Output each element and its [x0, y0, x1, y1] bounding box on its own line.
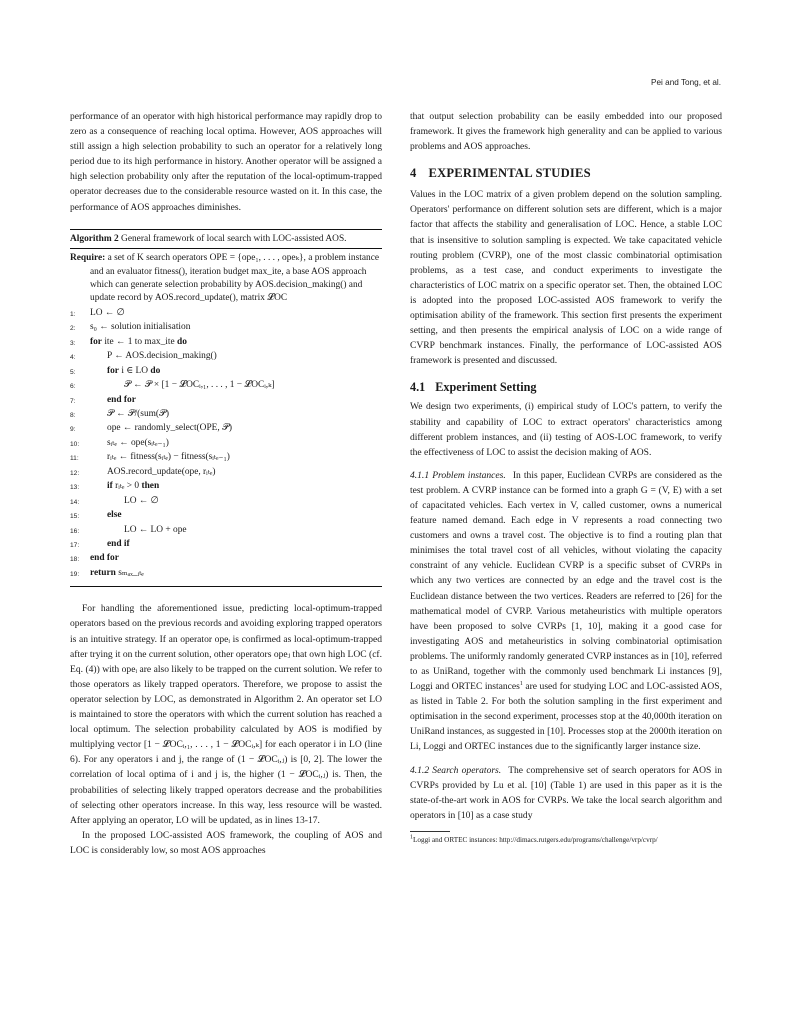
- algorithm-line: [70, 466, 382, 480]
- keyword: return: [90, 567, 116, 578]
- line-number: 6:: [70, 383, 76, 391]
- line-code: [90, 336, 382, 350]
- algorithm-line: [70, 451, 382, 465]
- algorithm-label: Algorithm 2: [70, 233, 119, 244]
- paragraph-coupling: In the proposed LOC-assisted AOS framework, the coupling of AOS and LOC is considerably low, so most AOS approaches: [70, 829, 382, 856]
- algorithm-line: [70, 350, 382, 364]
- line-number: 9:: [70, 426, 76, 434]
- statement: i ∈ LO: [118, 365, 151, 376]
- statement: LO ← ∅: [90, 307, 125, 318]
- algorithm-line: [70, 307, 382, 321]
- algorithm-line: [70, 552, 382, 566]
- search-operators-text: The comprehensive set of search operators for AOS in CVRPs provided by Lu et al. [10] (Table 1) are used in this paper as it is the state-of-the-art work in AOS for CVRPs. We take the local search algorithm and operators in [10] as a case study: [410, 764, 722, 821]
- line-code: [90, 480, 382, 494]
- line-number: 1:: [70, 310, 76, 318]
- algorithm-line: [70, 509, 382, 523]
- line-code: [90, 350, 382, 364]
- algorithm-lines: [70, 307, 382, 582]
- keyword: else: [107, 510, 122, 521]
- line-number: 11:: [70, 455, 79, 463]
- keyword: for: [90, 336, 102, 347]
- section-heading: [410, 166, 722, 181]
- statement: LO ← ∅: [124, 495, 159, 506]
- line-code: [90, 552, 382, 566]
- statement: 𝒫 ← 𝒫 × [1 − 𝓛OCᵢ,₁, . . . , 1 − 𝓛OCᵢ,ₖ]: [124, 380, 275, 391]
- line-number: 3:: [70, 339, 76, 347]
- line-code: [90, 408, 382, 422]
- line-number: 8:: [70, 411, 76, 419]
- line-code: [90, 451, 382, 465]
- line-code: [90, 509, 382, 523]
- keyword: do: [150, 365, 161, 376]
- paragraph-framework: that output selection probability can be easily embedded into our proposed framework. It gives the framework high generality and can be applied to various problems and AOS approaches.: [410, 111, 722, 153]
- footnote-text[interactable]: Loggi and ORTEC instances: http://dimacs.rutgers.edu/programs/challenge/vrp/cvrp/: [413, 835, 658, 844]
- algorithm-line: [70, 321, 382, 335]
- subsection-title: Experiment Setting: [435, 380, 537, 395]
- line-number: 15:: [70, 513, 80, 521]
- algorithm-line: [70, 379, 382, 393]
- line-number: 18:: [70, 556, 80, 564]
- line-code: [90, 524, 382, 538]
- statement: 𝒫 ← 𝒫/(sum(𝒫): [107, 408, 169, 419]
- right-column: [410, 109, 722, 845]
- paragraph-experimental: Values in the LOC matrix of a given problem depend on the solution sampling. Operators' performance on different solution sets are different, which is a major factor that affects the stability and generalisation of LOC. Hence, a stable LOC that is insensitive to solution sampling is expected. We take capacitated vehicle routing problem (CVRP), one of the most classic combinatorial optimisation problems, as a test case, and conduct experiments to investigate the characteristics of LOC matrix on a specific operator set. Then, the obtained LOC is adopted into the proposed LOC-assisted AOS framework to verify the optimisation ability of the framework. This section first presents the experiment setting, and then presents the empirical analysis of LOC on a wide range of CVRP benchmark instances. Finally, the performance of LOC-assisted AOS framework is presented and discussed.: [410, 189, 722, 367]
- keyword: do: [176, 336, 187, 347]
- algorithm-line: [70, 394, 382, 408]
- footnote-rule: [410, 831, 450, 832]
- algorithm-title: General framework of local search with LOC-assisted AOS.: [121, 233, 347, 244]
- footnote-marker[interactable]: 1: [519, 680, 523, 687]
- statement: ope ← randomly_select(OPE, 𝒫): [107, 423, 232, 434]
- algorithm-line: [70, 408, 382, 422]
- statement: rᵢₜₑ > 0: [112, 481, 142, 492]
- subsubsection-label: 4.1.2 Search operators.: [410, 764, 502, 776]
- footnote-number: 1: [410, 834, 413, 841]
- paragraph-intro: performance of an operator with high historical performance may rapidly drop to zero as a consequence of reaching local optima. However, AOS approaches will still assign a high selection probability to such an operator for a relatively long period due to its high performance in history. Another operator will be assigned a high selection probability only after the reputation of the local-optimum-trapped operator decreases due to the considerable resource wasted on it. In this case, the performance of AOS approaches diminishes.: [70, 111, 382, 213]
- line-code: [90, 379, 382, 393]
- line-code: [90, 422, 382, 436]
- algorithm-line: [70, 495, 382, 509]
- problem-instances-text: In this paper, Euclidean CVRPs are considered as the test problem. A CVRP instance can be formed into a graph G = (V, E) with a set of capacitated vehicles. Each vertex in V, called customer, owns a numerical feature named demand. Each edge in V represents a road connecting two customers and owns a travel cost. The objective is to find a routing plan that minimises the total travel cost of all vehicles, without violating the capacity constraint of any vehicle. Euclidean CVRP is a specific subset of CVRPs in which any two vertices are connected by an edge and the travel cost is the Euclidean distance between the two vertices. Readers are referred to [26] for the mathematical model of CVRP. Various metaheuristics with multiple operators have been proposed to solve CVRPs [1, 10], making it a good case for investigating AOS and metaheuristics in solving combinatorial optimisation problems. The uniformly randomly generated CVRP instances as in [10], referred to as UniRand, together with the commonly used benchmark Li instances [9], Loggi and ORTEC instances: [410, 469, 723, 693]
- line-number: 17:: [70, 542, 80, 550]
- algorithm-line: [70, 480, 382, 494]
- paragraph-problem-instances: [410, 468, 722, 755]
- algorithm-box: [70, 229, 382, 588]
- keyword: if: [107, 481, 113, 492]
- statement: LO ← LO + ope: [124, 524, 187, 535]
- problem-instances-text-cont: are used for studying LOC and LOC-assisted AOS, as listed in Table 2. For both the solution sampling in the first experiment and optimisation in the second experiment, processes stop at the 40,000th iteration on UniRand instances, as suggested in [10]. Processes stop at the 2000th iteration on Li, Loggi and ORTEC instances due to the significantly larger instance size.: [410, 681, 722, 753]
- paragraph-search-operators: [410, 763, 722, 823]
- statement: ite ← 1 to max_ite: [101, 336, 177, 347]
- line-code: [90, 365, 382, 379]
- algorithm-line: [70, 437, 382, 451]
- algorithm-require: [70, 252, 382, 306]
- statement: P ← AOS.decision_making(): [107, 351, 217, 362]
- section-number: 4: [410, 166, 417, 181]
- algorithm-line: [70, 422, 382, 436]
- subsection-heading: [410, 380, 722, 395]
- line-code: [90, 495, 382, 509]
- subsection-number: 4.1: [410, 380, 426, 395]
- algorithm-line: [70, 524, 382, 538]
- line-code: [90, 538, 382, 552]
- line-number: 5:: [70, 368, 76, 376]
- algorithm-line: [70, 567, 382, 581]
- algorithm-caption: [70, 230, 382, 250]
- line-code: [90, 437, 382, 451]
- line-code: [90, 466, 382, 480]
- line-number: 19:: [70, 570, 80, 578]
- line-code: [90, 394, 382, 408]
- line-number: 13:: [70, 484, 80, 492]
- paragraph-method: For handling the aforementioned issue, predicting local-optimum-trapped operators based on the previous records and avoiding exploring trapped operators is an intuitive strategy. If an operator opeᵢ is confirmed as local-optimum-trapped after trying it on the current solution, other operators opeⱼ that own high LOC (cf. Eq. (4)) with opeᵢ are also likely to be trapped on the current solution. We refer to those operators as likely trapped operators. Therefore, we propose to assist the operator selection by LOC, as demonstrated in Algorithm 2. An operator set LO is maintained to store the operators with which the current solution has reached a local optimum. The selection probability calculated by AOS is modified by multiplying vector [1 − 𝓛OCᵢ,₁, . . . , 1 − 𝓛OCᵢ,ₖ] for each operator i in LO (line 6). For any operators i and j, the range of (1 − 𝓛OCᵢ,ⱼ) is [0, 2]. The lower the correlation of local optima of i and j is, the higher (1 − 𝓛OCᵢ,ⱼ) is. Then, the probabilities of selecting likely trapped operators decrease and the probabilities of selecting other operators increase. In this way, less resource will be wasted. After applying an operator, LO will be updated, as in lines 13-17.: [70, 603, 382, 826]
- line-code: [90, 307, 382, 321]
- running-head: Pei and Tong, et al.: [651, 78, 721, 87]
- line-number: 12:: [70, 469, 80, 477]
- footnote: [410, 835, 722, 845]
- keyword: then: [141, 481, 160, 492]
- algorithm-line: [70, 538, 382, 552]
- paragraph-setting: We design two experiments, (i) empirical study of LOC's pattern, to verify the stability and capability of LOC to extract operators' characteristics among different problem instances, and (ii) testing of AOS-LOC framework, to verify the effectiveness of LOC to assist the decision making of AOS.: [410, 401, 722, 458]
- line-number: 4:: [70, 354, 76, 362]
- line-code: [90, 321, 382, 335]
- algorithm-line: [70, 365, 382, 379]
- statement: sₘₐₓ_ᵢₜₑ: [115, 567, 144, 578]
- algorithm-body: [70, 249, 382, 586]
- keyword: end if: [107, 539, 130, 550]
- statement: s₀ ← solution initialisation: [90, 322, 191, 333]
- line-number: 7:: [70, 397, 76, 405]
- keyword: for: [107, 365, 119, 376]
- statement: sᵢₜₑ ← ope(sᵢₜₑ₋₁): [107, 437, 169, 448]
- keyword: end for: [90, 553, 119, 564]
- line-number: 14:: [70, 498, 80, 506]
- left-column: [70, 109, 382, 858]
- line-code: [90, 567, 382, 581]
- keyword: end for: [107, 394, 136, 405]
- require-text: a set of K search operators OPE = {ope₁, . . . , opeₖ}, a problem instance and an evaluator fitness(), iteration budget max_ite, a base AOS approach which can generate selection probability by AOS.decision_making() and update record by AOS.record_update(), matrix 𝓛OC: [90, 253, 380, 304]
- statement: AOS.record_update(ope, rᵢₜₑ): [107, 466, 216, 477]
- line-number: 10:: [70, 440, 80, 448]
- algorithm-line: [70, 336, 382, 350]
- require-label: Require:: [70, 253, 106, 264]
- subsubsection-label: 4.1.1 Problem instances.: [410, 469, 506, 481]
- section-title: EXPERIMENTAL STUDIES: [428, 166, 591, 181]
- line-number: 2:: [70, 325, 76, 333]
- statement: rᵢₜₑ ← fitness(sᵢₜₑ) − fitness(sᵢₜₑ₋₁): [107, 452, 230, 463]
- line-number: 16:: [70, 527, 80, 535]
